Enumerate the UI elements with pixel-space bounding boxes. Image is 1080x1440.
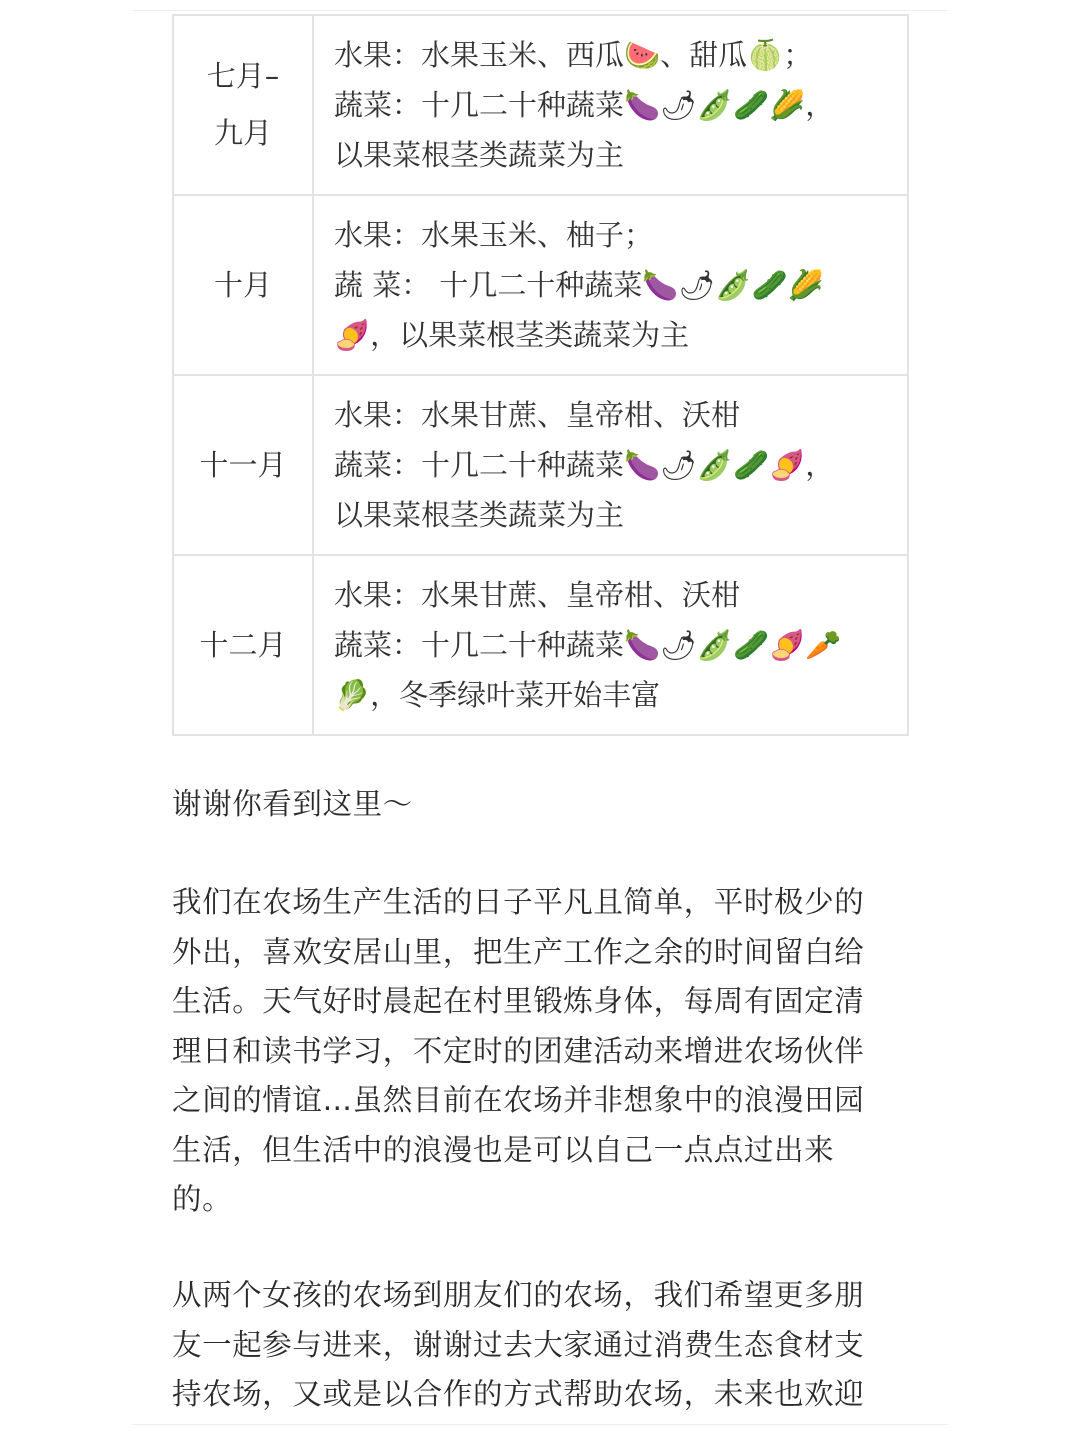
month-cell (173, 555, 313, 735)
table-row (173, 195, 908, 375)
month-label: 十二月 (199, 627, 287, 662)
paragraph-line: 之间的情谊…虽然目前在农场并非想象中的浪漫田园 (172, 1083, 865, 1117)
thanks-text: 谢谢你看到这里～ (172, 787, 413, 821)
fruit-line: 水果：水果甘蔗、皇帝柑、沃柑 (334, 578, 741, 612)
farm-life-paragraph (172, 878, 912, 1225)
produce-cell (313, 375, 908, 555)
month-cell (173, 195, 313, 375)
fruit-line: 水果：水果玉米、柚子； (334, 218, 654, 252)
vegetable-line: 蔬菜：十几二十种蔬菜🍆🌶🫛🥒🍠🥕 (334, 628, 842, 662)
month-cell (173, 15, 313, 195)
produce-cell (313, 15, 908, 195)
vegetable-line: 蔬菜：十几二十种蔬菜🍆🌶🫛🥒🌽， (334, 88, 835, 122)
paragraph-line: 外出，喜欢安居山里，把生产工作之余的时间留白给 (172, 934, 865, 969)
vegetable-line: 蔬 菜： 十几二十种蔬菜🍆🌶🫛🥒🌽 (334, 268, 824, 302)
vegetable-line: 蔬菜：十几二十种蔬菜🍆🌶🫛🥒🍠， (334, 448, 835, 482)
paragraph-line: 生活，但生活中的浪漫也是可以自己一点点过出来 (172, 1132, 835, 1167)
note-line: 🍠，以果菜根茎类蔬菜为主 (334, 318, 690, 352)
paragraph-line: 持农场，又或是以合作的方式帮助农场，未来也欢迎 (172, 1377, 865, 1411)
bottom-divider (132, 1424, 948, 1425)
paragraph-line: 我们在农场生产生活的日子平凡且简单，平时极少的 (172, 885, 865, 919)
month-label: 十一月 (199, 447, 287, 482)
month-label: 七月– (206, 59, 280, 93)
community-paragraph (172, 1271, 912, 1420)
month-cell (173, 375, 313, 555)
fruit-line: 水果：水果玉米、西瓜🍉、甜瓜🍈； (334, 38, 813, 72)
table-row (173, 375, 908, 555)
fruit-line: 水果：水果甘蔗、皇帝柑、沃柑 (334, 398, 741, 432)
seasonal-produce-table (172, 14, 909, 736)
table-row (173, 555, 908, 735)
paragraph-line: 理日和读书学习，不定时的团建活动来增进农场伙伴 (172, 1033, 865, 1068)
month-label: 十月 (213, 267, 272, 302)
thanks-paragraph (172, 780, 912, 830)
month-label: 九月 (213, 116, 272, 150)
top-divider (132, 10, 948, 11)
note-line: 🥬，冬季绿叶菜开始丰富 (334, 678, 661, 712)
table-row (173, 15, 908, 195)
produce-cell (313, 555, 908, 735)
note-line: 以果菜根茎类蔬菜为主 (334, 138, 625, 172)
paragraph-line: 的。 (172, 1182, 233, 1216)
note-line: 以果菜根茎类蔬菜为主 (334, 498, 625, 532)
paragraph-line: 从两个女孩的农场到朋友们的农场，我们希望更多朋 (172, 1278, 865, 1312)
paragraph-line: 生活。天气好时晨起在村里锻炼身体，每周有固定清 (172, 984, 865, 1018)
produce-cell (313, 195, 908, 375)
paragraph-line: 友一起参与进来，谢谢过去大家通过消费生态食材支 (172, 1327, 865, 1362)
